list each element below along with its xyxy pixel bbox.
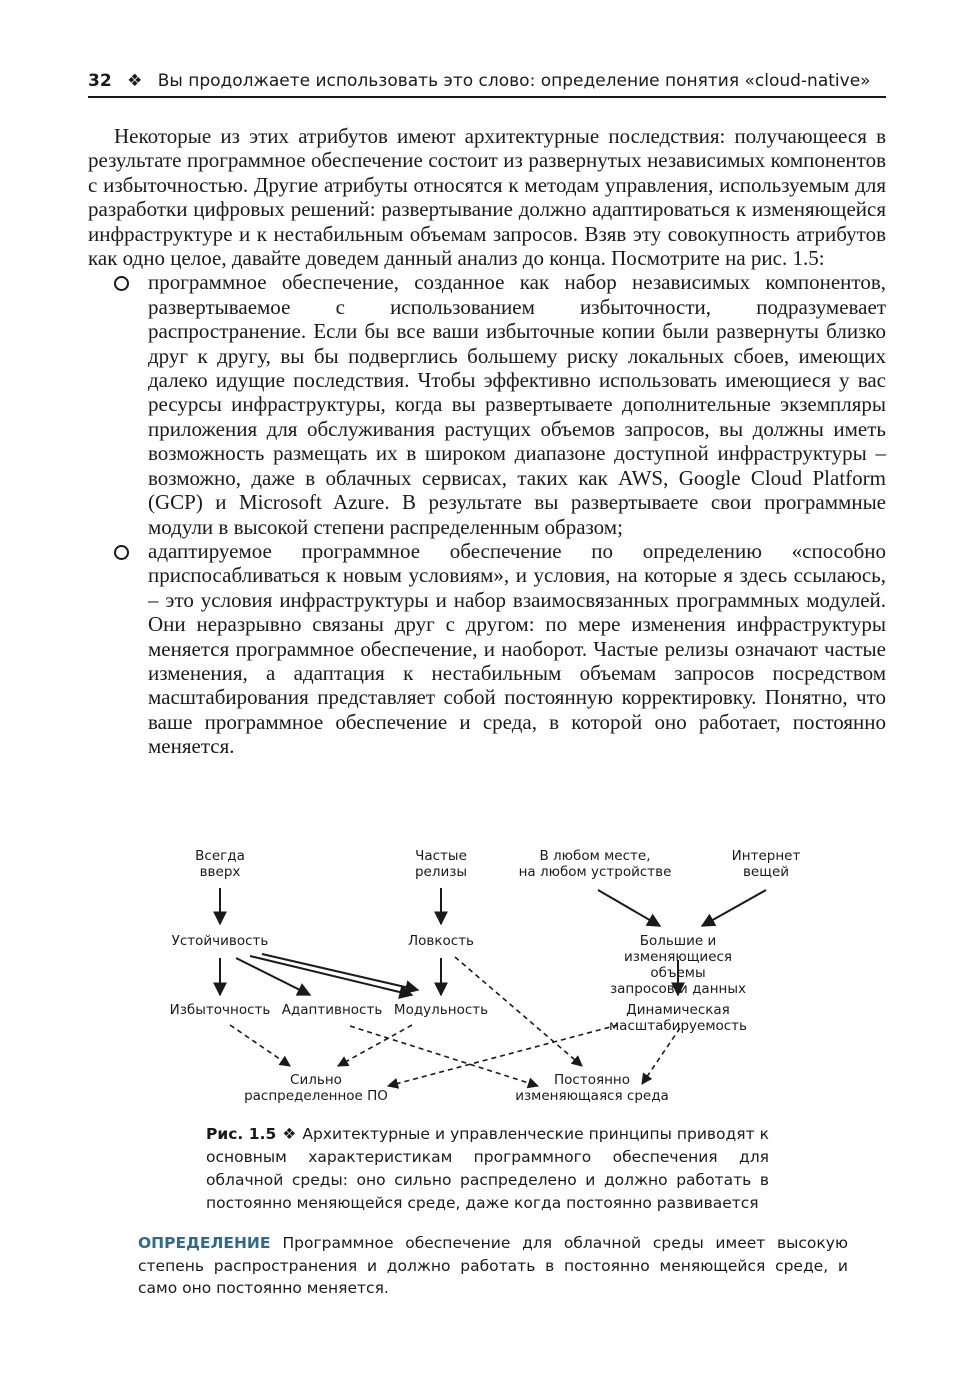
list-item-text: адаптируемое программное обеспечение по определению «способно приспосабливаться к новым условиям», и условия, на которые я здесь ссылаюсь, – это условия инфраструктуры и набор взаимосвязанных программных модулей. Они неразрывно связаны друг с другом: по мере изменения инфраструктуры меняется программное обеспечение, и наоборот. Частые релизы означают частые изменения, а адаптация к нестабильным объемам запросов посредством масштабирования представляет собой постоянную корректировку. Понятно, что ваше программное обеспечение и среда, в которой оно работает, постоянно меняется.	[148, 538, 886, 759]
header-separator-icon: ❖	[127, 71, 143, 91]
definition-text: Программное обеспечение для облачной среды имеет высокую степень распространения и должно работать в постоянно меняющейся среде, и само оно постоянно меняется.	[138, 1234, 848, 1297]
figure-caption	[206, 1123, 769, 1215]
definition-label: ОПРЕДЕЛЕНИЕ	[138, 1234, 271, 1252]
running-header	[88, 66, 886, 98]
dashed-arrow-modularity-to-distributed	[338, 1025, 412, 1066]
arrow-resilience-to-modularity-1	[250, 956, 412, 995]
node-adaptability: Адаптивность	[281, 1002, 383, 1018]
node-constantly-changing-environment: Постоянно изменяющаяся среда	[515, 1072, 669, 1104]
arrow-iot-to-volumes	[702, 890, 766, 926]
node-redundancy: Избыточность	[169, 1002, 271, 1018]
bullet-list	[88, 270, 886, 758]
node-internet-of-things: Интернет вещей	[731, 848, 801, 880]
node-modularity: Модульность	[393, 1002, 489, 1018]
dashed-arrow-redundancy-to-distributed	[230, 1025, 290, 1066]
node-dynamic-scaling: Динамическая масштабируемость	[608, 1002, 748, 1034]
node-frequent-releases: Частые релизы	[414, 848, 468, 880]
definition-box	[138, 1232, 848, 1300]
body-text	[88, 124, 886, 759]
caption-separator-icon: ❖	[282, 1125, 297, 1143]
node-resilience: Устойчивость	[171, 933, 269, 949]
circle-bullet-icon	[114, 545, 129, 560]
node-highly-distributed-software: Сильно распределенное ПО	[244, 1072, 388, 1104]
list-item	[88, 539, 886, 759]
list-item	[88, 270, 886, 538]
list-item-text: программное обеспечение, созданное как набор независимых компонентов, развертываемое с использованием избыточности, подразумевает распространение. Если бы все ваши избыточные копии были развернуты близко друг к другу, вы бы подверглись большему риску локальных сбоев, имеющих далеко идущие последствия. Чтобы эффективно использовать имеющиеся у вас ресурсы инфраструктуры, когда вы развертываете дополнительные экземпляры приложения для обслуживания растущих объемов запросов, вы должны иметь возможность размещать их в широком диапазоне доступной инфраструктуры – возможно, даже в облачных сервисах, таких как AWS, Google Cloud Platform (GCP) и Microsoft Azure. В результате вы развертываете свои программные модули в высокой степени распределенным образом;	[148, 270, 886, 539]
arrow-resilience-to-adaptability	[236, 958, 310, 995]
figure-diagram	[150, 840, 830, 1120]
caption-text: Архитектурные и управленческие принципы приводят к основным характеристикам программного обеспечения для облачной среды: оно сильно распределено и должно работать в постоянно меняющейся среде, даже когда постоянно развивается	[206, 1125, 769, 1212]
caption-label: Рис. 1.5	[206, 1125, 277, 1143]
node-agility: Ловкость	[407, 933, 475, 949]
arrow-anywhere-to-volumes	[598, 890, 660, 926]
chapter-title: Вы продолжаете использовать это слово: определение понятия «cloud-native»	[157, 71, 871, 91]
arrow-resilience-to-modularity-2	[262, 954, 418, 990]
node-large-changing-volumes: Большие и изменяющиеся объемы запросов и данных	[609, 933, 746, 997]
node-anywhere-any-device: В любом месте, на любом устройстве	[518, 848, 672, 880]
page-number: 32	[88, 71, 112, 91]
intro-paragraph: Некоторые из этих атрибутов имеют архитектурные последствия: получающееся в результате программное обеспечение состоит из развернутых независимых компонентов с избыточностью. Другие атрибуты относятся к методам управления, используемым для разработки цифровых решений: развертывание должно адаптироваться к изменяющейся инфраструктуре и к нестабильным объемам запросов. Взяв эту совокупность атрибутов как одно целое, давайте доведем данный анализ до конца. Посмотрите на рис. 1.5:	[88, 124, 886, 271]
circle-bullet-icon	[114, 276, 129, 291]
node-always-up: Всегда вверх	[195, 848, 245, 880]
